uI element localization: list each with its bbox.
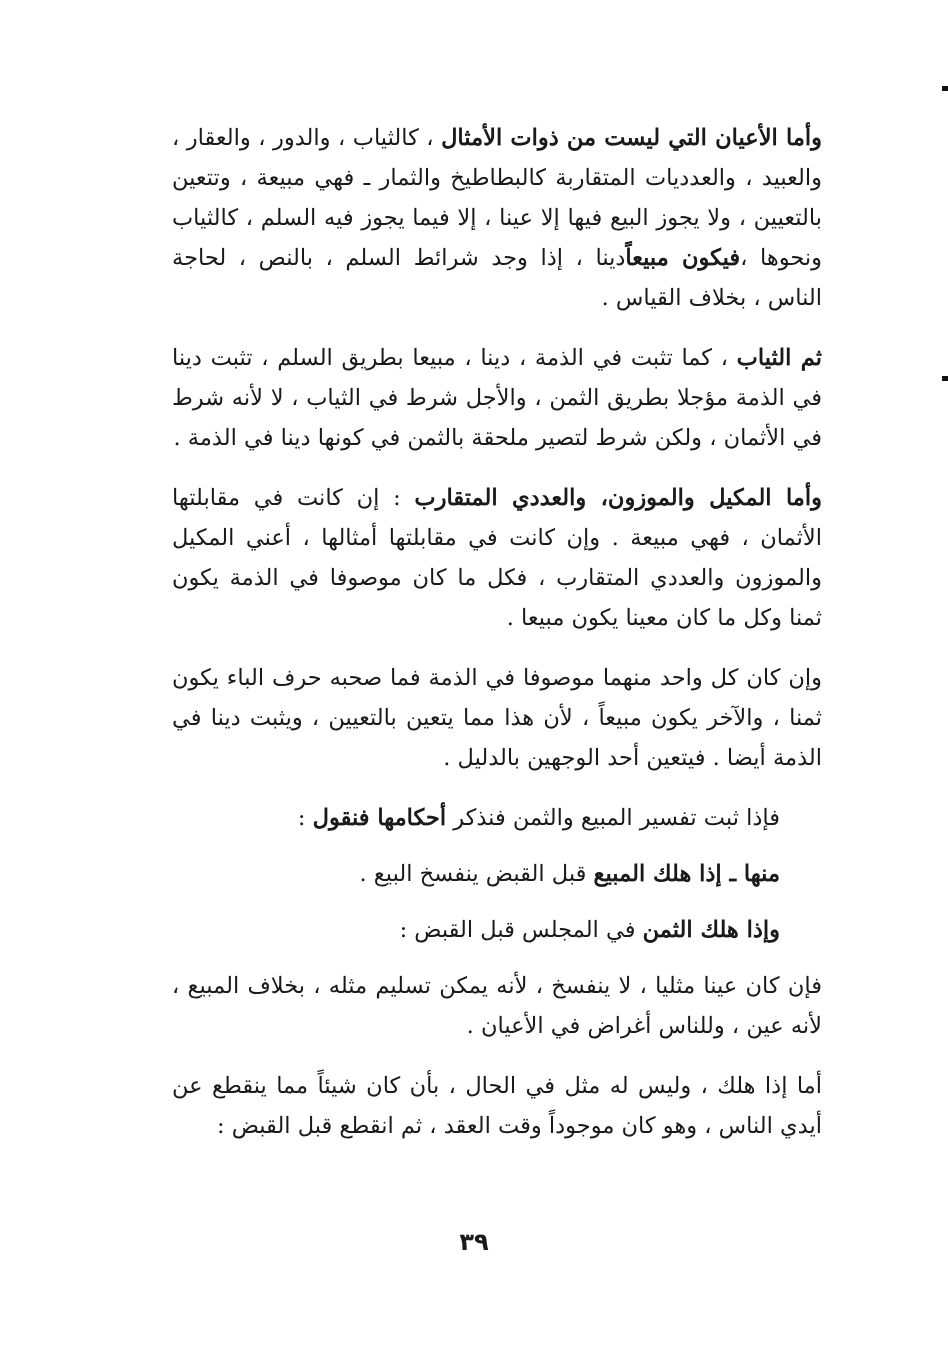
page-number: ٣٩ bbox=[459, 1228, 489, 1256]
paragraph-3 bbox=[172, 478, 822, 638]
paragraph-2-text: ، كما تثبت في الذمة ، دينا ، مبيعا بطريق السلم ، تثبت دينا في الذمة مؤجلا بطريق الثمن ، والأجل شرط في الثياب ، لا لأنه شرط في الأثمان ، ولكن شرط لتصير ملحقة بالثمن في كونها دينا في الذمة . bbox=[172, 345, 822, 451]
paragraph-8-text: فإن كان عينا مثليا ، لا ينفسخ ، لأنه يمكن تسليم مثله ، بخلاف المبيع ، لأنه عين ، وللناس أغراض في الأعيان . bbox=[172, 973, 822, 1039]
edge-mark-middle bbox=[942, 376, 948, 381]
paragraph-6-text: قبل القبض ينفسخ البيع . bbox=[359, 861, 594, 887]
paragraph-3-heading: وأما المكيل والموزون، والعددي المتقارب bbox=[414, 485, 822, 511]
paragraph-5-tail: : bbox=[297, 805, 313, 831]
paragraph-1-text: ، كالثياب ، والدور ، والعقار ، والعبيد ، والعدديات المتقاربة كالبطاطيخ والثمار ـ فهي مبيعة ، وتتعين بالتعيين ، ولا يجوز البيع فيها إلا عينا ، إلا فيما يجوز فيه السلم ، كالثياب ونحوها ، bbox=[172, 125, 822, 271]
paragraph-1-heading: وأما الأعيان التي ليست من ذوات الأمثال bbox=[441, 125, 822, 151]
paragraph-2 bbox=[172, 338, 822, 458]
page-body bbox=[172, 118, 822, 1166]
paragraph-5-emphasis: أحكامها فنقول bbox=[312, 805, 447, 831]
paragraph-3-text: : إن كانت في مقابلتها الأثمان ، فهي مبيعة . وإن كانت في مقابلتها أمثالها ، أعني المكيل والموزون والعددي المتقارب ، فكل ما كان موصوفا في الذمة يكون ثمنا وكل ما كان معينا يكون مبيعا . bbox=[172, 485, 822, 631]
paragraph-1-tail: دينا ، إذا وجد شرائط السلم ، بالنص ، لحاجة الناس ، بخلاف القياس . bbox=[172, 245, 822, 311]
paragraph-4 bbox=[172, 658, 822, 778]
paragraph-1 bbox=[172, 118, 822, 318]
paragraph-7-heading: وإذا هلك الثمن bbox=[642, 917, 780, 943]
paragraph-1-emphasis: فيكون مبيعاً bbox=[625, 245, 741, 271]
paragraph-8 bbox=[172, 966, 822, 1046]
paragraph-5 bbox=[172, 798, 822, 838]
paragraph-7-text: في المجلس قبل القبض : bbox=[399, 917, 643, 943]
paragraph-2-heading: ثم الثياب bbox=[736, 345, 823, 371]
paragraph-9-text: أما إذا هلك ، وليس له مثل في الحال ، بأن كان شيئاً مما ينقطع عن أيدي الناس ، وهو كان موجوداً وقت العقد ، ثم انقطع قبل القبض : bbox=[172, 1073, 822, 1139]
paragraph-5-text: فإذا ثبت تفسير المبيع والثمن فنذكر bbox=[446, 805, 780, 831]
edge-mark-top bbox=[942, 86, 948, 91]
paragraph-6 bbox=[172, 854, 822, 894]
paragraph-7 bbox=[172, 910, 822, 950]
paragraph-4-text: وإن كان كل واحد منهما موصوفا في الذمة فما صحبه حرف الباء يكون ثمنا ، والآخر يكون مبيعاً ، لأن هذا مما يتعين بالتعيين ، ويثبت دينا في الذمة أيضا . فيتعين أحد الوجهين بالدليل . bbox=[172, 665, 823, 771]
paragraph-9 bbox=[172, 1066, 822, 1146]
paragraph-6-heading: منها ـ إذا هلك المبيع bbox=[593, 861, 780, 887]
